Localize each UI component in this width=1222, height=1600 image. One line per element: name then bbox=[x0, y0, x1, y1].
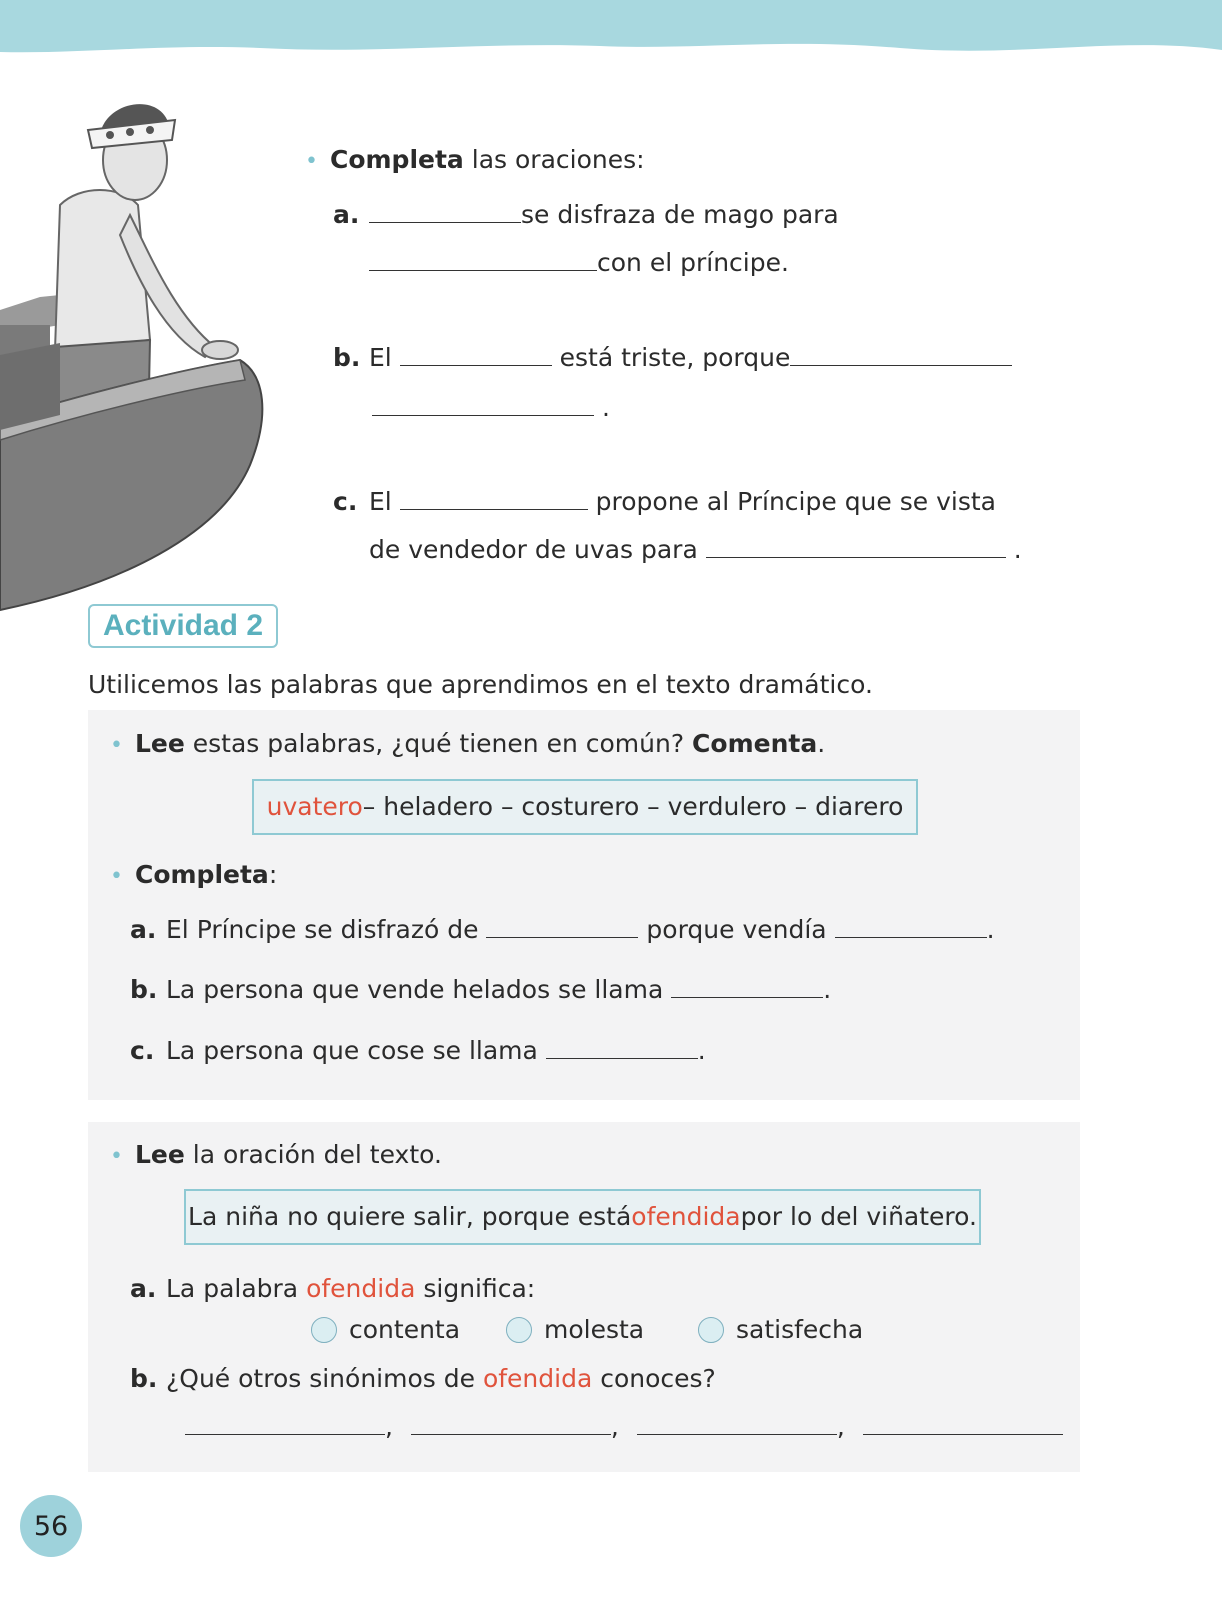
option-label: contenta bbox=[349, 1315, 461, 1344]
answer-blank[interactable] bbox=[369, 200, 521, 223]
period: . bbox=[817, 729, 826, 758]
letter-b: b. bbox=[130, 1364, 158, 1393]
option-molesta[interactable] bbox=[506, 1315, 644, 1350]
panel1-sentence-a bbox=[130, 915, 995, 945]
highlight-word: ofendida bbox=[306, 1274, 416, 1303]
sentence-part: La niña no quiere salir, porque está bbox=[188, 1202, 632, 1231]
quote-sentence-box bbox=[184, 1189, 981, 1245]
lee-instruction bbox=[110, 729, 825, 761]
instruction-bold: Completa bbox=[329, 145, 464, 174]
letter-b: b. bbox=[130, 975, 158, 1004]
question-text: La palabra bbox=[166, 1274, 307, 1303]
sentence-text: El Príncipe se disfrazó de bbox=[166, 915, 479, 944]
panel2-question-b bbox=[130, 1364, 716, 1394]
answer-blank[interactable] bbox=[486, 915, 638, 938]
bullet-icon: • bbox=[110, 864, 123, 889]
sentence-part: por lo del viñatero. bbox=[740, 1202, 977, 1231]
bullet-icon: • bbox=[110, 1144, 123, 1169]
answer-blank[interactable] bbox=[671, 975, 823, 998]
sentence-text: El bbox=[369, 487, 392, 516]
sentence-b-line1 bbox=[333, 343, 1012, 373]
period: . bbox=[601, 393, 610, 422]
completa-bold: Completa bbox=[134, 860, 269, 889]
period: . bbox=[697, 1036, 706, 1065]
completa-instruction-2 bbox=[110, 860, 277, 892]
period: . bbox=[1013, 535, 1022, 564]
sentence-c-line2 bbox=[369, 535, 1022, 565]
option-label: molesta bbox=[544, 1315, 645, 1344]
lee-rest: estas palabras, ¿qué tienen en común? bbox=[184, 729, 693, 758]
sentence-text: El bbox=[369, 343, 392, 372]
sentence-a-line2 bbox=[369, 248, 789, 278]
answer-blank[interactable] bbox=[706, 535, 1006, 558]
bullet-icon: • bbox=[305, 149, 318, 174]
answer-blank[interactable] bbox=[185, 1412, 385, 1435]
prince-balcony-illustration bbox=[0, 85, 290, 615]
question-text: conoces? bbox=[592, 1364, 716, 1393]
highlight-word: ofendida bbox=[482, 1364, 593, 1393]
radio-circle-icon[interactable] bbox=[698, 1317, 724, 1343]
letter-c: c. bbox=[333, 487, 358, 516]
panel1-sentence-b bbox=[130, 975, 831, 1005]
option-label: satisfecha bbox=[736, 1315, 864, 1344]
period: . bbox=[823, 975, 832, 1004]
sentence-text: La persona que cose se llama bbox=[166, 1036, 538, 1065]
option-contenta[interactable] bbox=[311, 1315, 460, 1350]
answer-blank[interactable] bbox=[546, 1036, 698, 1059]
activity-badge: Actividad 2 bbox=[88, 604, 278, 648]
comma: , bbox=[610, 1412, 619, 1441]
question-text: significa: bbox=[415, 1274, 536, 1303]
completa-instruction bbox=[305, 145, 645, 177]
answer-blank[interactable] bbox=[863, 1412, 1063, 1435]
sentence-text: La persona que vende helados se llama bbox=[166, 975, 664, 1004]
letter-a: a. bbox=[130, 1274, 157, 1303]
radio-circle-icon[interactable] bbox=[311, 1317, 337, 1343]
lee-bold: Lee bbox=[134, 1140, 185, 1169]
answer-blank[interactable] bbox=[372, 393, 594, 416]
sentence-text: con el príncipe. bbox=[597, 248, 789, 277]
answer-blank[interactable] bbox=[369, 248, 597, 271]
sentence-b-line2 bbox=[372, 393, 610, 423]
answer-blank[interactable] bbox=[637, 1412, 837, 1435]
highlight-word: uvatero bbox=[266, 792, 363, 821]
answer-blank[interactable] bbox=[411, 1412, 611, 1435]
sentence-text: se disfraza de mago para bbox=[521, 200, 839, 229]
activity-intro: Utilicemos las palabras que aprendimos en el texto dramático. bbox=[88, 670, 873, 699]
panel2-question-a bbox=[130, 1274, 535, 1304]
letter-a: a. bbox=[130, 915, 157, 944]
answer-blank[interactable] bbox=[790, 343, 1012, 366]
sentence-text: porque vendía bbox=[646, 915, 827, 944]
sentence-text: propone al Príncipe que se vista bbox=[595, 487, 996, 516]
top-wave-banner bbox=[0, 0, 1222, 60]
lee-bold: Lee bbox=[134, 729, 185, 758]
answer-blank[interactable] bbox=[400, 343, 552, 366]
colon: : bbox=[268, 860, 278, 889]
sentence-c-line1 bbox=[333, 487, 996, 517]
option-satisfecha[interactable] bbox=[698, 1315, 863, 1350]
bullet-icon: • bbox=[110, 733, 123, 758]
sentence-text: está triste, porque bbox=[559, 343, 791, 372]
comenta-bold: Comenta bbox=[692, 729, 818, 758]
letter-a: a. bbox=[333, 200, 360, 229]
letter-b: b. bbox=[333, 343, 361, 372]
answer-blank[interactable] bbox=[400, 487, 588, 510]
question-text: ¿Qué otros sinónimos de bbox=[166, 1364, 483, 1393]
radio-circle-icon[interactable] bbox=[506, 1317, 532, 1343]
letter-c: c. bbox=[130, 1036, 155, 1065]
lee-rest: la oración del texto. bbox=[184, 1140, 442, 1169]
comma: , bbox=[836, 1412, 845, 1441]
synonym-blanks bbox=[185, 1412, 1063, 1442]
word-list-rest: – heladero – costurero – verdulero – diarero bbox=[362, 792, 904, 821]
panel1-sentence-c bbox=[130, 1036, 706, 1066]
period: . bbox=[986, 915, 995, 944]
comma: , bbox=[385, 1412, 393, 1441]
page-number: 56 bbox=[20, 1495, 82, 1557]
sentence-a-line1 bbox=[333, 200, 839, 230]
word-list-box bbox=[252, 779, 918, 835]
lee-instruction-2 bbox=[110, 1140, 442, 1172]
highlight-word: ofendida bbox=[631, 1202, 741, 1231]
instruction-rest: las oraciones: bbox=[463, 145, 645, 174]
answer-blank[interactable] bbox=[835, 915, 987, 938]
sentence-text: de vendedor de uvas para bbox=[369, 535, 698, 564]
